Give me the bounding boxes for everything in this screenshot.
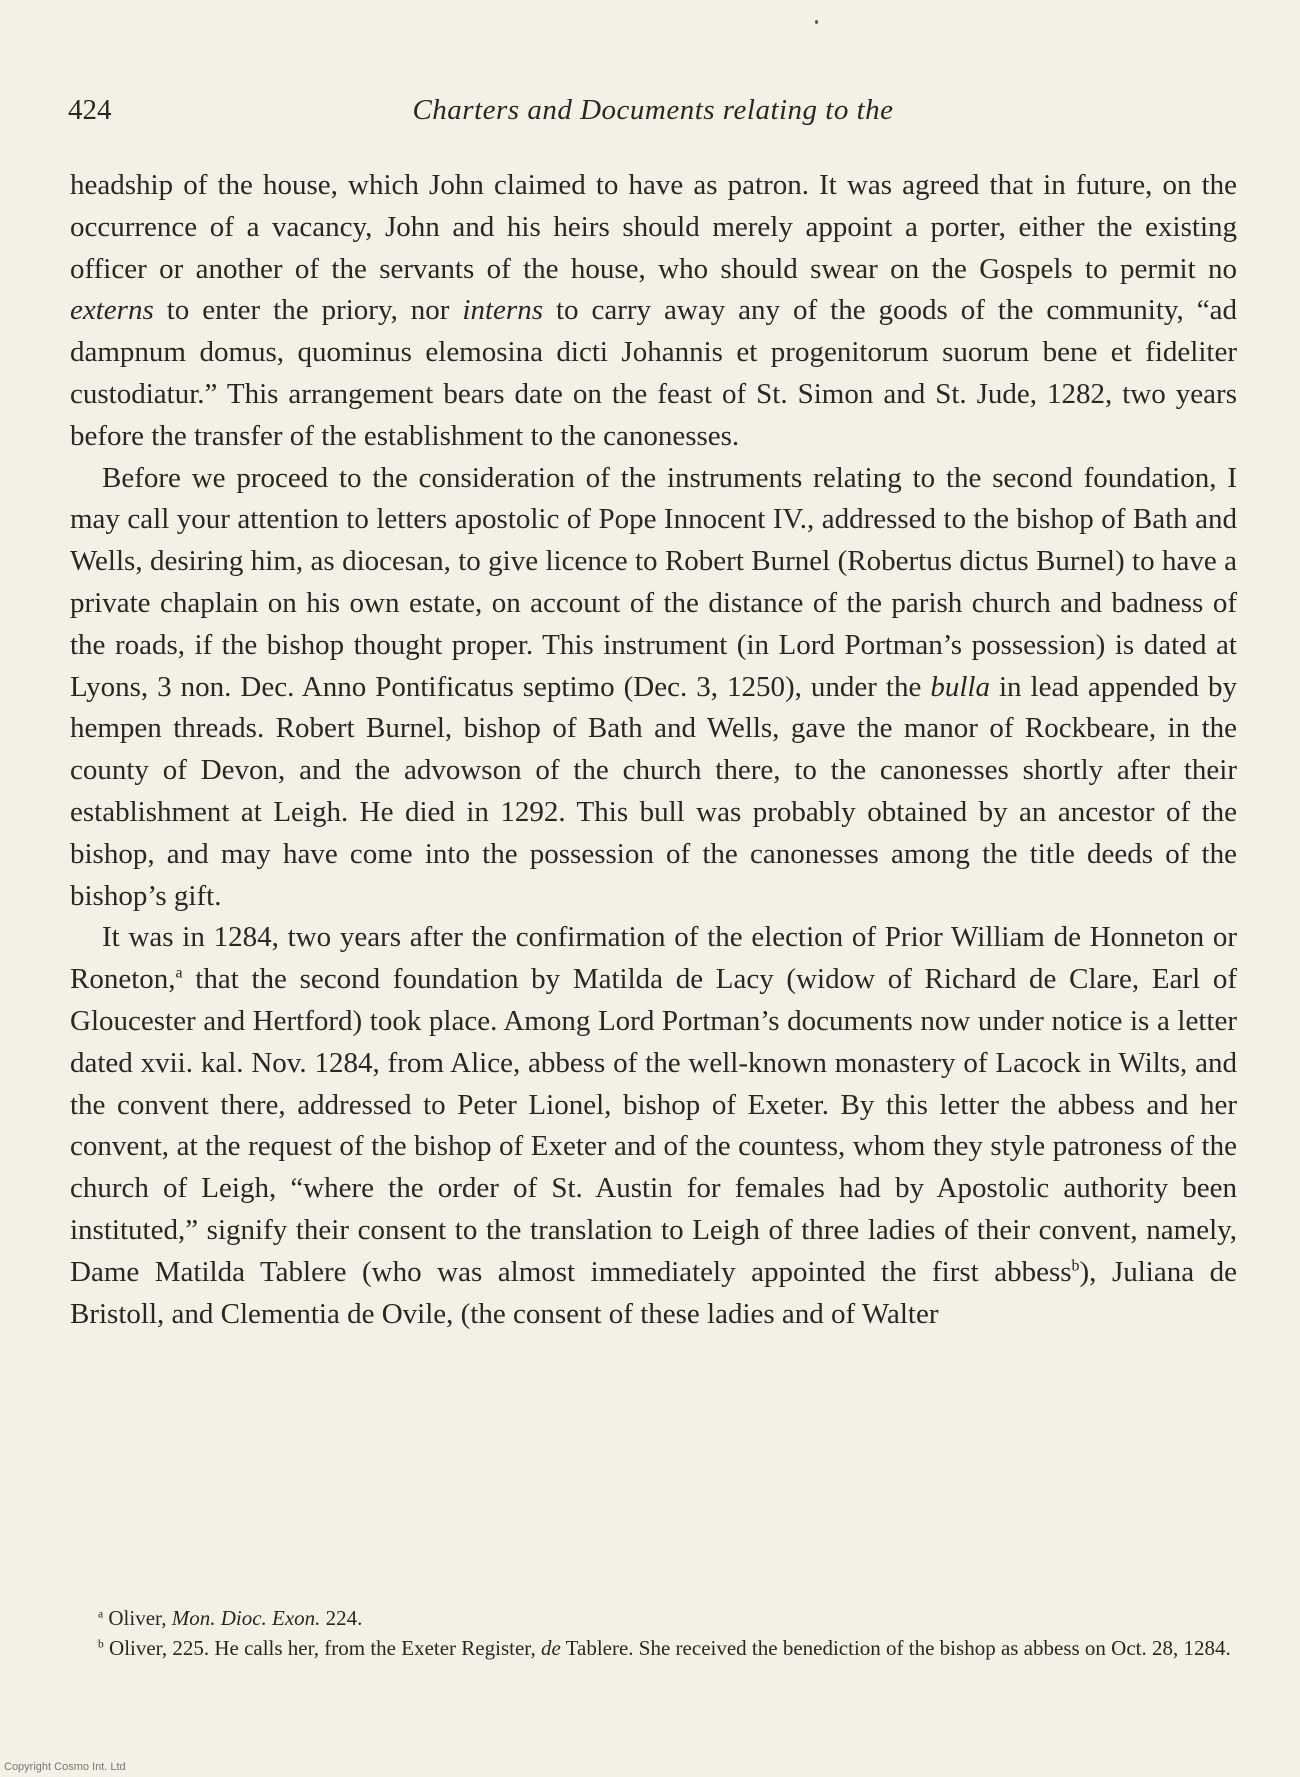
text-run: to carry away any of the goods of the community, “ad dampnum domus, quominus elemosina dicti Johannis et progenitorum suorum bene et fideliter custodiatur.” This arrangement bears date on the feast of St. Simon and St. Jude, 1282, two years before the transfer of the establishment to the canonesses. [70,294,1238,452]
footnote-marker: b [1071,1257,1080,1275]
paragraph [70,458,1237,918]
footnote-marker: b [98,1638,104,1651]
footnote [70,1603,1237,1633]
text-run: to enter the priory, nor [153,294,463,327]
italic-text: interns [462,294,543,327]
paragraph [70,165,1237,458]
footnote [70,1633,1237,1663]
italic-text: bulla [930,670,990,703]
text-run: Oliver, 225. He calls her, from the Exeter Register, [103,1636,541,1660]
copyright-notice: Copyright Cosmo Int. Ltd [4,1761,126,1773]
text-run: that the second foundation by Matilda de Lacy (widow of Richard de Clare, Earl of Gloucester and Hertford) took place. Among Lord Portman’s documents now under notice is a letter dated xvii. kal. Nov. 1284, from Alice, abbess of the well-known monastery of Lacock in Wilts, and the convent there, addressed to Peter Lionel, bishop of Exeter. By this letter the abbess and her convent, at the request of the bishop of Exeter and of the countess, whom they style patroness of the church of Leigh, “where the order of St. Austin for females had by Apostolic authority been instituted,” signify their consent to the translation to Leigh of three ladies of their convent, namely, Dame Matilda Tablere (who was almost immediately appointed the first abbess [70,963,1237,1288]
text-run: ), Juliana de Bristoll, and Clementia de Ovile, (the consent of these ladies and of Walter [70,1255,1237,1330]
text-run: Oliver, [103,1606,172,1630]
italic-text: externs [70,294,154,327]
footnote-marker: a [175,964,183,982]
paragraph [70,917,1237,1335]
text-run: headship of the house, which John claimed to have as patron. It was agreed that in future, on the occurrence of a vacancy, John and his heirs should merely appoint a porter, either the existing officer or another of the servants of the house, who should swear on the Gospels to permit no [70,169,1237,285]
page-header [68,94,1238,134]
text-run: It was in 1284, two years after the confirmation of the election of Prior William de Honneton or Roneton, [70,921,1237,996]
ink-speck [815,20,818,24]
text-run: Tablere. She received the benediction of the bishop as abbess on Oct. 28, 1284. [560,1636,1231,1660]
page-number: 424 [68,94,112,126]
footnotes [70,1603,1237,1663]
text-run: 224. [320,1606,363,1630]
italic-text: de [540,1636,561,1660]
body-text [70,165,1237,1335]
italic-text: Mon. Dioc. Exon. [171,1606,321,1630]
running-title: Charters and Documents relating to the [412,94,894,126]
text-run: Before we proceed to the consideration of the instruments relating to the second foundation, I may call your attention to letters apostolic of Pope Innocent IV., addressed to the bishop of Bath and Wells, desiring him, as diocesan, to give licence to Robert Burnel (Robertus dictus Burnel) to have a private chaplain on his own estate, on account of the distance of the parish church and badness of the roads, if the bishop thought proper. This instrument (in Lord Portman’s possession) is dated at Lyons, 3 non. Dec. Anno Pontificatus septimo (Dec. 3, 1250), under the [70,461,1237,703]
footnote-marker: a [98,1608,104,1621]
text-run: in lead appended by hempen threads. Robert Burnel, bishop of Bath and Wells, gave the manor of Rockbeare, in the county of Devon, and the advowson of the church there, to the canonesses shortly after their establishment at Leigh. He died in 1292. This bull was probably obtained by an ancestor of the bishop, and may have come into the possession of the canonesses among the title deeds of the bishop’s gift. [70,670,1237,912]
